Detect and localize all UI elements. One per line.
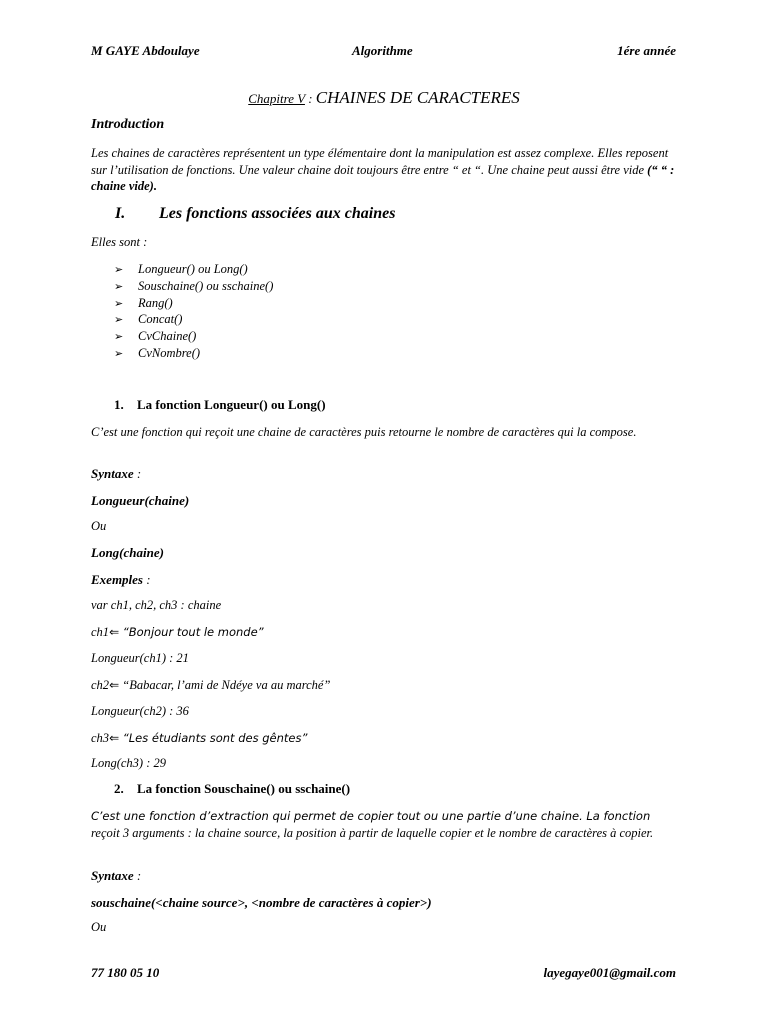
- syntax-label-2: Syntaxe :: [91, 868, 142, 883]
- syntax-longueur: Longueur(chaine): [91, 493, 190, 508]
- subsection-2-heading: [91, 781, 681, 797]
- assign-arrow-icon: ⇐: [109, 678, 120, 692]
- list-item: ➢ Concat(): [114, 311, 273, 328]
- subsection-1-description: C’est une fonction qui reçoit une chaine de caractères puis retourne le nombre de caractères qui la compose.: [91, 425, 637, 439]
- list-item: ➢ CvChaine(): [114, 328, 273, 345]
- subsection-1-number: 1.: [114, 397, 124, 412]
- example-3-assignment: ch3⇐ “Les étudiants sont des gêntes”: [91, 731, 308, 745]
- subsection-2-title: La fonction Souschaine() ou sschaine(): [137, 781, 351, 796]
- syntax-label: Syntaxe :: [91, 466, 142, 481]
- arrow-bullet-icon: ➢: [114, 297, 124, 310]
- chapter-number: Chapitre V: [248, 91, 305, 106]
- chapter-title: [0, 88, 768, 108]
- arrow-bullet-icon: ➢: [114, 331, 124, 344]
- section-1-number: I.: [115, 205, 126, 222]
- header-author: M GAYE Abdoulaye: [91, 43, 200, 58]
- arrow-bullet-icon: ➢: [114, 314, 124, 327]
- function-list: [114, 261, 273, 362]
- subsection-1-heading: [91, 397, 681, 413]
- header-level: 1ére année: [617, 43, 676, 58]
- chapter-main-title: CHAINES DE CARACTERES: [315, 88, 520, 107]
- syntax-long: Long(chaine): [91, 545, 164, 560]
- subsection-2-description: C’est une fonction d’extraction qui permet de copier tout ou une partie d’une chaine. La fonction reçoit 3 arguments : la chaine source, la position à partir de laquelle copier et le nombre de caractères à copier.: [91, 809, 654, 840]
- examples-label: Exemples :: [91, 572, 151, 587]
- or-text: Ou: [91, 519, 107, 533]
- example-1-result: Longueur(ch1) : 21: [91, 651, 189, 665]
- subsection-2-number: 2.: [114, 781, 124, 796]
- example-3-result: Long(ch3) : 29: [91, 756, 166, 770]
- assign-arrow-icon: ⇐: [109, 731, 120, 745]
- intro-paragraph: [91, 145, 681, 195]
- list-item: ➢ CvNombre(): [114, 345, 273, 362]
- section-1-intro: Elles sont :: [91, 235, 148, 249]
- section-1-heading: [91, 205, 681, 223]
- intro-text: Les chaines de caractères représentent un type élémentaire dont la manipulation est assez complexe. Elles reposent sur l’utilisation de fonctions. Une valeur chaine doit toujours être entre “ et “. Une chaine peut aussi être vide: [91, 146, 669, 177]
- intro-empty-string: (“ “ : chaine vide).: [91, 162, 675, 193]
- list-item: ➢ Rang(): [114, 295, 273, 312]
- list-item: ➢ Souschaine() ou sschaine(): [114, 278, 273, 295]
- arrow-bullet-icon: ➢: [114, 264, 124, 276]
- syntax-souschaine: souschaine(<chaine source>, <nombre de caractères à copier>): [91, 895, 432, 910]
- chapter-colon: :: [304, 91, 316, 106]
- section-1-title: Les fonctions associées aux chaines: [159, 205, 396, 222]
- example-2-result: Longueur(ch2) : 36: [91, 704, 189, 718]
- page-header: [91, 43, 676, 61]
- subsection-1-title: La fonction Longueur() ou Long(): [137, 397, 326, 412]
- footer-phone: 77 180 05 10: [91, 965, 160, 980]
- arrow-bullet-icon: ➢: [114, 280, 124, 293]
- header-subject: Algorithme: [352, 43, 413, 58]
- example-2-assignment: ch2⇐ “Babacar, l’ami de Ndéye va au marché”: [91, 678, 331, 692]
- intro-heading: Introduction: [91, 117, 165, 132]
- arrow-bullet-icon: ➢: [114, 347, 124, 360]
- variable-declaration: var ch1, ch2, ch3 : chaine: [91, 598, 222, 612]
- example-1-assignment: ch1⇐ “Bonjour tout le monde”: [91, 625, 264, 639]
- footer-email: layegaye001@gmail.com: [543, 965, 676, 980]
- list-item: ➢ Longueur() ou Long(): [114, 261, 273, 278]
- page-footer: [91, 965, 676, 983]
- assign-arrow-icon: ⇐: [109, 625, 120, 639]
- or-text-2: Ou: [91, 920, 107, 934]
